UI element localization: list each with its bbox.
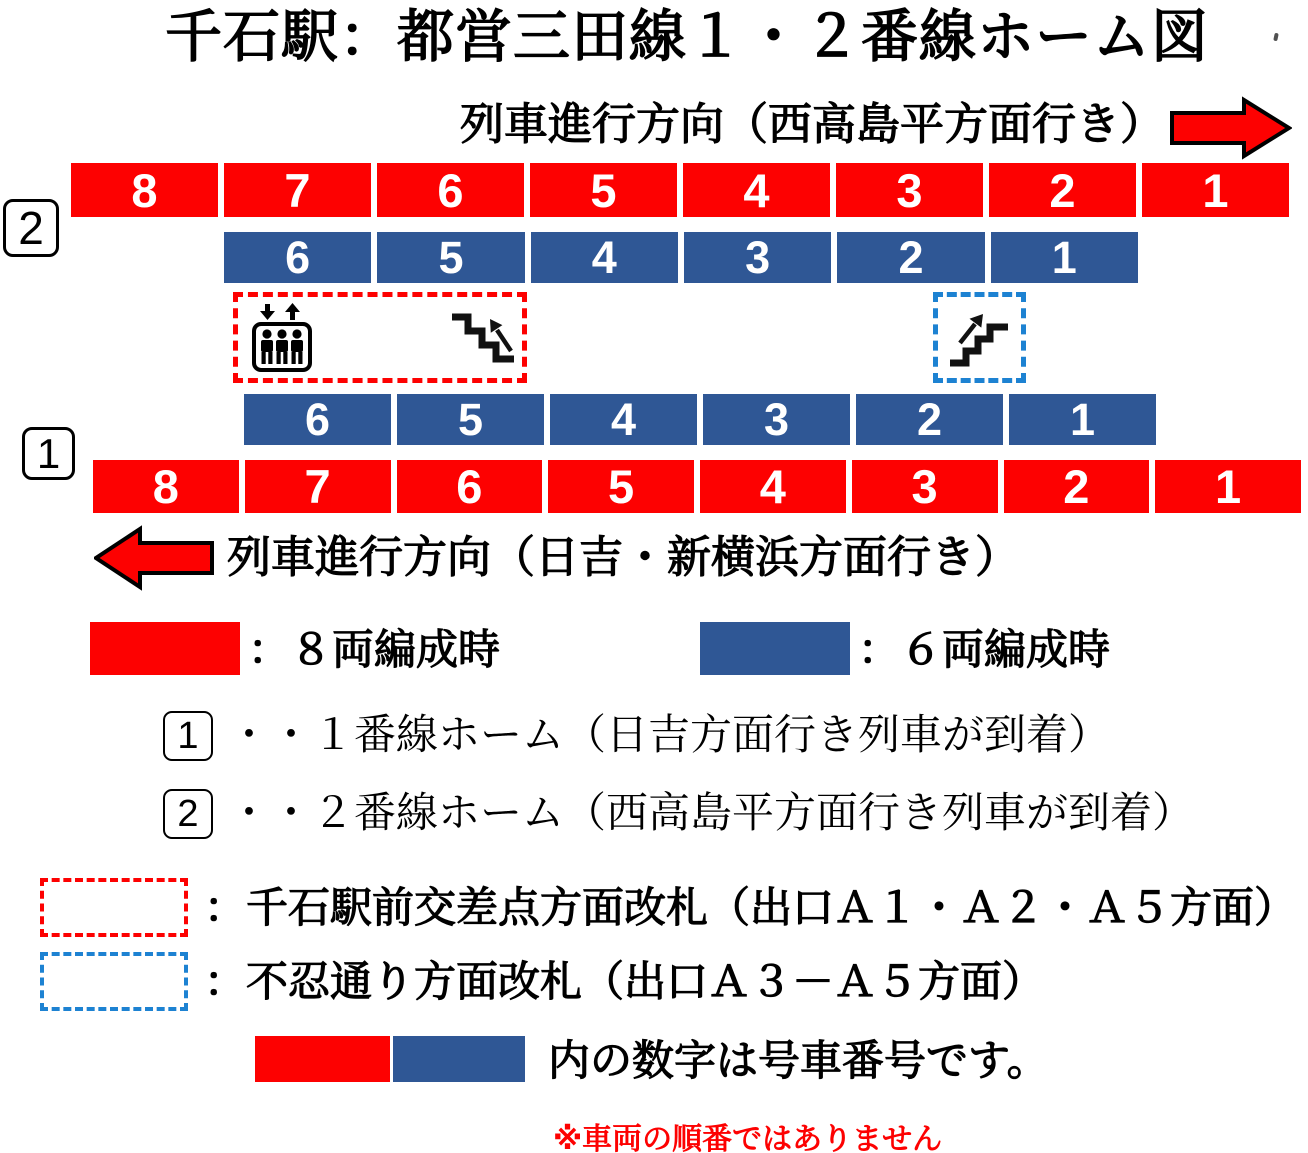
red-gate-facility-box <box>233 292 527 383</box>
car-cell: 5 <box>548 460 694 513</box>
car-cell: 2 <box>856 394 1003 445</box>
right-arrow-icon <box>1170 96 1292 160</box>
car-cell: 6 <box>377 163 524 217</box>
red-gate-legend-text: ：千石駅前交差点方面改札（出口Ａ１・Ａ２・Ａ５方面） <box>204 884 1297 931</box>
red-gate-legend-swatch <box>40 878 188 937</box>
elevator-icon <box>251 303 313 373</box>
car-cell: 1 <box>991 232 1138 283</box>
car-number-note: 内の数字は号車番号です。 <box>548 1037 1049 1084</box>
car-note-blue-swatch <box>393 1036 525 1082</box>
car-cell: 4 <box>550 394 697 445</box>
direction-bottom-label: 列車進行方向（日吉・新横浜方面行き） <box>227 533 1019 582</box>
car-cell: 3 <box>852 460 998 513</box>
car-cell: 4 <box>683 163 830 217</box>
left-arrow-icon <box>94 525 214 591</box>
platform-2-8car-bar <box>71 163 1289 217</box>
blue-gate-legend-text: ：不忍通り方面改札（出口Ａ３－Ａ５方面） <box>204 958 1045 1005</box>
car-cell: 3 <box>836 163 983 217</box>
car-cell: 5 <box>377 232 524 283</box>
platform-1-6car-bar <box>244 394 1156 445</box>
car-cell: 5 <box>397 394 544 445</box>
car-cell: 3 <box>703 394 850 445</box>
blue-gate-facility-box <box>933 292 1026 383</box>
car-cell: 1 <box>1009 394 1156 445</box>
legend-8car-swatch <box>90 622 240 675</box>
footnote: ※車両の順番ではありません <box>553 1123 943 1153</box>
platform-1-8car-bar <box>93 460 1301 513</box>
car-cell: 2 <box>837 232 984 283</box>
page-title: 千石駅：都営三田線１・２番線ホーム図 <box>165 5 1209 69</box>
blue-gate-legend-swatch <box>40 952 188 1011</box>
platform-1-badge: 1 <box>22 427 75 480</box>
note-platform-2-badge: 2 <box>163 789 213 839</box>
car-cell: 8 <box>93 460 239 513</box>
car-cell: 7 <box>224 163 371 217</box>
car-cell: 4 <box>700 460 846 513</box>
direction-top-label: 列車進行方向（西高島平方面行き） <box>460 100 1164 149</box>
car-cell: 6 <box>224 232 371 283</box>
car-note-red-swatch <box>255 1036 390 1082</box>
car-cell: 3 <box>684 232 831 283</box>
legend-8car-label: ：８両編成時 <box>248 626 501 673</box>
platform-2-6car-bar <box>224 232 1138 283</box>
note-platform-1-text: ・・１番線ホーム（日吉方面行き列車が到着） <box>228 711 1111 758</box>
car-cell: 5 <box>530 163 677 217</box>
car-cell: 2 <box>1004 460 1150 513</box>
platform-2-badge: 2 <box>3 199 59 257</box>
note-platform-2-text: ・・２番線ホーム（西高島平方面行き列車が到着） <box>228 789 1195 836</box>
legend-6car-swatch <box>700 622 850 675</box>
car-cell: 6 <box>244 394 391 445</box>
car-cell: 2 <box>989 163 1136 217</box>
stairs-up-left-icon <box>448 309 518 371</box>
car-cell: 1 <box>1155 460 1301 513</box>
car-cell: 7 <box>245 460 391 513</box>
legend-6car-label: ：６両編成時 <box>858 626 1111 673</box>
car-cell: 1 <box>1142 163 1289 217</box>
car-cell: 4 <box>531 232 678 283</box>
car-cell: 8 <box>71 163 218 217</box>
note-platform-1-badge: 1 <box>163 711 213 761</box>
car-cell: 6 <box>397 460 543 513</box>
stairs-up-right-icon <box>948 306 1012 370</box>
